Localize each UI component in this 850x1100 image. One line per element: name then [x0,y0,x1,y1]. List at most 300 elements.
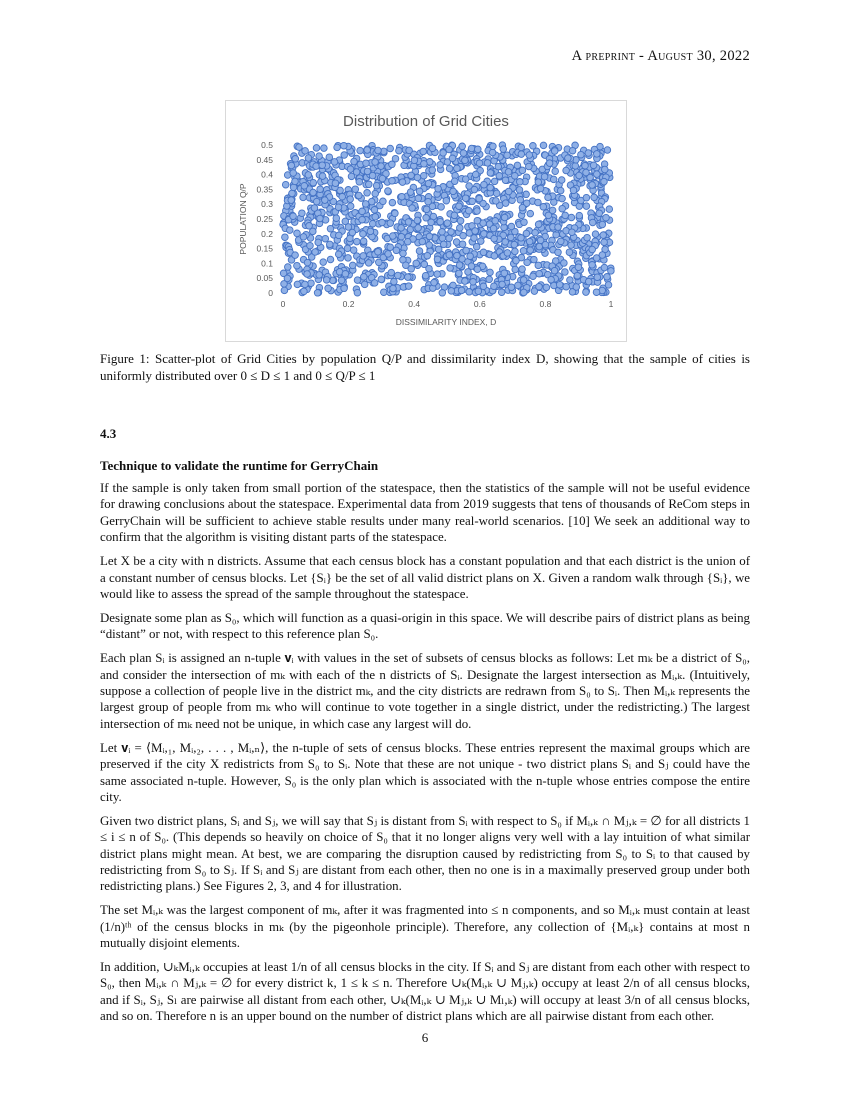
scatter-point [305,172,312,179]
scatter-point [333,215,340,222]
scatter-point [487,269,494,276]
scatter-point [419,238,426,245]
scatter-point [573,284,580,291]
scatter-point [447,265,454,272]
scatter-point [604,274,611,281]
scatter-point [416,248,423,255]
scatter-point [563,167,570,174]
scatter-point [601,239,608,246]
scatter-point [311,205,318,212]
scatter-point [288,162,295,169]
scatter-point [546,160,553,167]
scatter-point [325,285,332,292]
chart-title: Distribution of Grid Cities [343,113,509,130]
scatter-point [511,241,518,248]
scatter-point [569,229,576,236]
scatter-point [292,252,299,259]
y-tick-label: 0.3 [261,199,273,210]
scatter-point [393,247,400,254]
scatter-point [457,225,464,232]
scatter-point [456,262,463,269]
scatter-point [294,281,301,288]
scatter-point [501,270,508,277]
scatter-point [446,146,453,153]
scatter-point [469,198,476,205]
scatter-point [475,146,482,153]
scatter-point [387,220,394,227]
scatter-point [316,153,323,160]
scatter-point [319,162,326,169]
scatter-point [470,279,477,286]
scatter-point [523,230,530,237]
scatter-point [566,249,573,256]
scatter-point [454,252,461,259]
scatter-point [592,231,599,238]
scatter-point [576,212,583,219]
scatter-point [285,264,292,271]
scatter-point [345,224,352,231]
scatter-point [299,210,306,217]
scatter-point [422,272,429,279]
scatter-point [371,207,378,214]
scatter-point [584,234,591,241]
scatter-point [535,199,542,206]
scatter-point [443,197,450,204]
scatter-point [599,221,606,228]
scatter-point [585,278,592,285]
scatter-point [301,183,308,190]
scatter-point [331,159,338,166]
scatter-point [517,197,524,204]
scatter-point [426,242,433,249]
scatter-point [421,161,428,168]
scatter-point [512,266,519,273]
scatter-point [589,246,596,253]
scatter-point [520,277,527,284]
scatter-point [437,218,444,225]
scatter-point [366,181,373,188]
scatter-point [450,188,457,195]
scatter-point [466,207,473,214]
scatter-point [505,169,512,176]
scatter-point [513,257,520,264]
paragraph: Each plan Sᵢ is assigned an n-tuple 𝐯ᵢ with values in the set of subsets of census blocks as follows: Let mₖ be a district of S₀, and consider the intersection of mₖ with each of the n districts of Sᵢ. Designate the largest intersection as Mᵢ,ₖ. (Intuitively, suppose a collection of people live in the district mₖ, and the city districts are redrawn from S₀ to Sᵢ. Then Mᵢ,ₖ represents the largest group of people from mₖ who will continue to vote together in a single district, under the redistricting.) The largest intersection of mₖ need not be unique, in which case any largest will do. [100,651,750,731]
paragraph: Designate some plan as S₀, which will function as a quasi-origin in this space. We will describe pairs of district plans as being “distant” or not, with respect to this reference plan S₀. [100,610,750,642]
scatter-point [468,145,475,152]
y-axis-label: POPULATION Q/P [238,183,248,255]
scatter-point [563,283,570,290]
scatter-point [551,267,558,274]
scatter-point [504,152,511,159]
scatter-point [476,195,483,202]
scatter-point [304,259,311,266]
x-tick-label: 0.8 [539,299,552,309]
scatter-point [327,256,334,263]
scatter-point [501,214,508,221]
scatter-point [369,220,376,227]
scatter-point [526,152,533,159]
scatter-point [576,172,583,179]
scatter-point [561,260,568,267]
scatter-point [359,208,366,215]
scatter-point [605,282,612,289]
scatter-point [471,186,478,193]
scatter-point [352,186,359,193]
scatter-point [389,178,396,185]
scatter-point [395,272,402,279]
scatter-point [559,195,566,202]
scatter-point [446,165,453,172]
scatter-point [294,262,301,269]
scatter-point [481,181,488,188]
scatter-point [518,144,525,151]
scatter-point [496,173,503,180]
scatter-point [583,289,590,296]
scatter-point [363,160,370,167]
scatter-point [409,205,416,212]
scatter-point [315,239,322,246]
scatter-point [493,190,500,197]
scatter-point [434,256,441,263]
scatter-point [602,166,609,173]
scatter-point [490,225,497,232]
paragraph: The set Mᵢ,ₖ was the largest component of mₖ, after it was fragmented into ≤ n components, and so Mᵢ,ₖ must contain at least (1/n)ᵗʰ of the census blocks in mₖ (by the pigeonhole principle). Therefore, any collection of {Mᵢ,ₖ} contains at most n mutually disjoint elements. [100,903,750,951]
scatter-point [446,252,453,259]
scatter-point [360,231,367,238]
scatter-point [526,238,533,245]
scatter-point [369,172,376,179]
scatter-point [537,185,544,192]
scatter-point [512,173,519,180]
scatter-point [378,163,385,170]
scatter-point [425,180,432,187]
scatter-point [415,195,422,202]
scatter-point [568,214,575,221]
scatter-point [481,231,488,238]
scatter-point [583,194,590,201]
scatter-point [491,253,498,260]
scatter-point [440,241,447,248]
scatter-point [347,196,354,203]
scatter-point [294,230,301,237]
scatter-point [508,234,515,241]
scatter-point [387,145,394,152]
scatter-point [372,159,379,166]
scatter-point [416,188,423,195]
scatter-point [521,219,528,226]
scatter-point [462,157,469,164]
scatter-point [458,287,465,294]
scatter-point [336,232,343,239]
scatter-point [536,243,543,250]
scatter-point [313,163,320,170]
scatter-point [531,256,538,263]
scatter-point [454,165,461,172]
scatter-point [604,147,611,154]
scatter-point [594,274,601,281]
scatter-point [341,142,348,149]
scatter-point [606,206,613,213]
scatter-point [500,146,507,153]
scatter-point [518,151,525,158]
scatter-point [400,250,407,257]
scatter-point [440,150,447,157]
scatter-point [437,162,444,169]
scatter-point [327,241,334,248]
scatter-point [491,178,498,185]
scatter-point [300,234,307,241]
scatter-point [378,276,385,283]
scatter-point [565,155,572,162]
scatter-point [350,247,357,254]
scatter-point [335,251,342,258]
scatter-point [542,241,549,248]
scatter-point [457,218,464,225]
scatter-point [314,290,321,297]
scatter-point [322,197,329,204]
scatter-point [326,154,333,161]
scatter-point [484,160,491,167]
scatter-point [372,190,379,197]
scatter-point [593,289,600,296]
scatter-point [499,281,506,288]
scatter-point [398,233,405,240]
scatter-point [476,160,483,167]
scatter-point [460,232,467,239]
scatter-point [356,192,363,199]
scatter-point [389,199,396,206]
scatter-point [310,179,317,186]
scatter-point [357,147,364,154]
scatter-point [380,198,387,205]
scatter-point [335,204,342,211]
scatter-point [468,263,475,270]
scatter-point [423,206,430,213]
scatter-point [558,177,565,184]
scatter-point [372,214,379,221]
scatter-point [583,203,590,210]
scatter-point [281,287,288,294]
scatter-point [339,193,346,200]
scatter-point [307,242,314,249]
scatter-point [474,208,481,215]
scatter-point [508,284,515,291]
scatter-point [462,278,469,285]
scatter-point [487,184,494,191]
scatter-point [562,269,569,276]
scatter-point [466,289,473,296]
scatter-point [594,151,601,158]
scatter-point [434,271,441,278]
scatter-point [399,179,406,186]
scatter-point [517,179,524,186]
scatter-point [385,188,392,195]
scatter-point [572,163,579,170]
scatter-point [502,239,509,246]
scatter-point [364,190,371,197]
scatter-point [472,171,479,178]
scatter-point [362,201,369,208]
scatter-point [364,147,371,154]
scatter-point [489,149,496,156]
scatter-point [502,177,509,184]
scatter-point [290,170,297,177]
scatter-point [490,143,497,150]
scatter-point [338,277,345,284]
y-tick-label: 0.2 [261,228,273,239]
scatter-point [361,274,368,281]
scatter-point [431,279,438,286]
scatter-point [590,162,597,169]
scatter-point [527,210,534,217]
scatter-point [555,249,562,256]
scatter-point [305,155,312,162]
scatter-point [367,228,374,235]
scatter-point [474,217,481,224]
y-tick-label: 0.5 [261,140,273,150]
scatter-point [487,170,494,177]
scatter-point [425,198,432,205]
scatter-point [603,214,610,221]
scatter-point [530,273,537,280]
scatter-point [379,175,386,182]
scatter-point [594,171,601,178]
scatter-point [332,180,339,187]
scatter-point [373,182,380,189]
scatter-point [562,212,569,219]
scatter-point [491,283,498,290]
scatter-point [301,288,308,295]
scatter-point [502,200,509,207]
scatter-point [391,278,398,285]
paragraph: Let X be a city with n districts. Assume that each census block has a constant population and that each district is the union of a constant number of census blocks. Let {Sᵢ} be the set of all valid district plans on X. Given a random walk through {Sᵢ}, we would like to assess the spread of the sample throughout the statespace. [100,554,750,601]
scatter-point [428,219,435,226]
scatter-point [424,252,431,259]
scatter-point [459,241,466,248]
scatter-point [492,218,499,225]
scatter-point [446,235,453,242]
scatter-point [385,251,392,258]
scatter-point [480,283,487,290]
scatter-point [313,145,320,152]
scatter-point [515,282,522,289]
scatter-point [353,169,360,176]
scatter-point [287,227,294,234]
scatter-point [404,238,411,245]
scatter-point [524,259,531,266]
scatter-point [599,252,606,259]
scatter-point [387,244,394,251]
scatter-point [289,190,296,197]
scatter-point [360,238,367,245]
scatter-point [334,144,341,151]
scatter-point [555,224,562,231]
scatter-point [570,187,577,194]
scatter-point [601,178,608,185]
scatter-point [526,163,533,170]
scatter-point [541,173,548,180]
scatter-point [456,270,463,277]
scatter-point [390,285,397,292]
scatter-point [583,169,590,176]
scatter-point [559,205,566,212]
scatter-point [392,210,399,217]
scatter-point [310,189,317,196]
y-tick-label: 0.4 [261,169,273,180]
scatter-point [520,248,527,255]
paragraph: In addition, ∪ₖMᵢ,ₖ occupies at least 1/n of all census blocks in the city. If Sᵢ and Sⱼ are distant from each other with respect to S₀, then Mᵢ,ₖ ∩ Mⱼ,ₖ = ∅ for every district k, 1 ≤ k ≤ n. Therefore ∪ₖ(Mᵢ,ₖ ∪ Mⱼ,ₖ) occupy at least 2/n of all census blocks, and if Sᵢ, Sⱼ, Sₗ are pairwise all distant from each other, ∪ₖ(Mᵢ,ₖ ∪ Mⱼ,ₖ ∪ Mₗ,ₖ) will occupy at least 3/n of all census blocks, and so on. Therefore n is an upper bound on the number of district plans which are all pairwise distant from each other. [100,960,750,1024]
y-tick-label: 0.1 [261,258,273,269]
section-title: Technique to validate the runtime for GerryChain [100,458,379,473]
scatter-point [451,178,458,185]
x-tick-label: 1 [608,299,614,309]
scatter-point [521,289,528,296]
scatter-point [319,173,326,180]
scatter-point [354,277,361,284]
y-tick-label: 0.35 [256,184,273,195]
scatter-point [535,179,542,186]
scatter-point [462,195,469,202]
scatter-point [349,262,356,269]
scatter-point [589,262,596,269]
scatter-point [527,247,534,254]
scatter-point [356,179,363,186]
scatter-point [344,245,351,252]
scatter-point [486,276,493,283]
scatter-point [532,229,539,236]
scatter-point [439,290,446,297]
scatter-point [429,167,436,174]
scatter-point [405,274,412,281]
x-tick-label: 0.2 [342,299,355,309]
scatter-point [451,212,458,219]
scatter-point [536,283,543,290]
scatter-point [347,166,354,173]
scatter-point [342,271,349,278]
scatter-point [491,235,498,242]
scatter-point [601,264,608,271]
scatter-point [365,260,372,267]
scatter-point [585,150,592,157]
scatter-point [388,269,395,276]
scatter-point [426,265,433,272]
scatter-point [317,186,324,193]
scatter-point [467,253,474,260]
scatter-point [462,176,469,183]
scatter-point [519,167,526,174]
scatter-point [548,276,555,283]
scatter-point [535,262,542,269]
scatter-point [475,288,482,295]
paragraph: Let 𝐯ᵢ = ⟨Mᵢ,₁, Mᵢ,₂, . . . , Mᵢ,ₙ⟩, the n-tuple of sets of census blocks. These entries represent the maximal groups which are preserved if the city X redistricts from S₀ to Sᵢ. Note that these are not unique - two district plans Sᵢ and Sⱼ could have the same associated n-tuple. However, S₀ is the only plan which is associated with the n-tuple whose entries compose the entire city. [100,740,750,804]
scatter-point [308,280,315,287]
scatter-point [313,198,320,205]
scatter-point [600,232,607,239]
scatter-point [545,194,552,201]
scatter-point [536,270,543,277]
scatter-point [530,143,537,150]
scatter-point [360,253,367,260]
scatter-point [540,142,547,149]
scatter-point [448,288,455,295]
scatter-point [505,188,512,195]
scatter-point [302,281,309,288]
x-tick-label: 0 [280,299,286,309]
scatter-point [359,216,366,223]
paragraph: If the sample is only taken from small portion of the statespace, then the statistics of the sample will not be useful evidence for drawing conclusions about the statespace. Experimental data from 2019 suggests that tens of thousands of ReCom steps in GerryChain will be sufficient to achieve stable results under many real-world scenarios. [10] We seek an additional way to confirm that the algorithm is visiting distant parts of the statespace. [100,481,750,545]
scatter-point [381,289,388,296]
scatter-point [578,151,585,158]
